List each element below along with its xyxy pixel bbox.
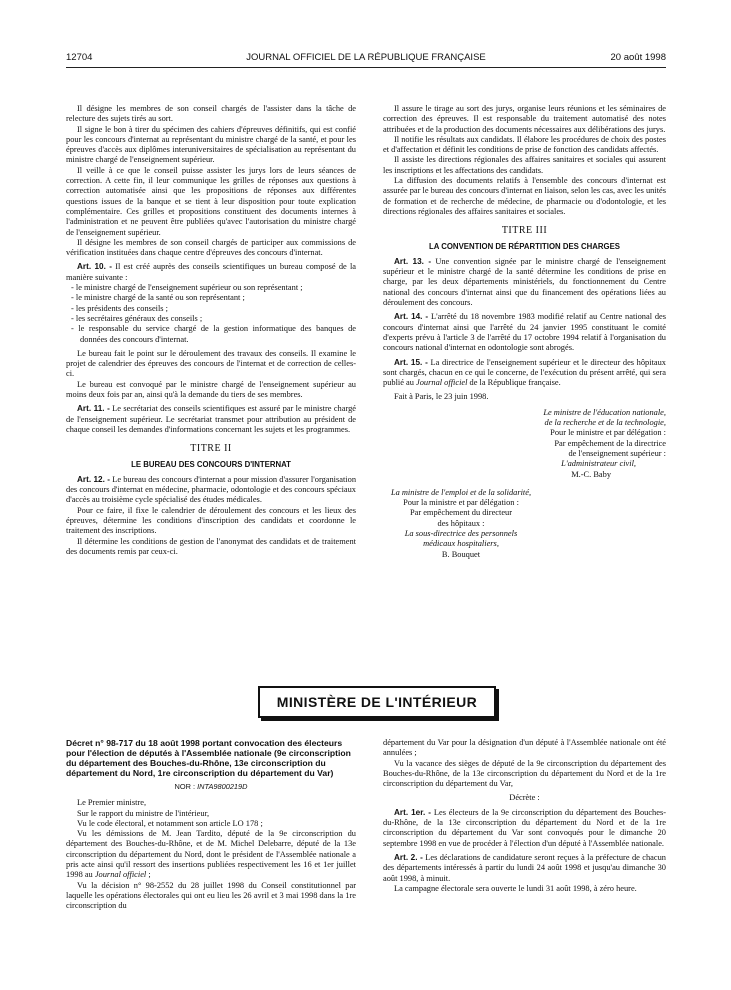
article-text: La directrice de l'enseignement supérieur et le directeur des hôpitaux sont chargés, chacun en ce qui le concerne, de l'exécution du présent arrêté, qui sera publié au	[383, 357, 666, 388]
article-label: Art. 14. -	[394, 312, 429, 322]
ministry-banner: MINISTÈRE DE L'INTÉRIEUR	[258, 686, 496, 718]
nor-reference	[66, 782, 356, 792]
article-label: Art. 12. -	[77, 474, 110, 484]
article-label: Art. 10. -	[77, 262, 112, 272]
paragraph: Le bureau fait le point sur le déroulement des travaux des conseils. Il examine le projet de calendrier des épreuves des concours de l'internat et de correction de celles-ci.	[66, 348, 356, 379]
signature-line: La ministre de l'emploi et de la solidarité,	[390, 487, 532, 497]
paragraph: Il assure le tirage au sort des jurys, organise leurs réunions et les séminaires de correction des épreuves. Il est responsable du traitement automatisé des notes attribuées et de la production des documents nécessaires aux délibérations des jurys.	[383, 104, 666, 134]
decrete-heading: Décrète :	[509, 793, 540, 803]
article-label: Art. 1er. -	[394, 807, 432, 817]
signature-line: Par empêchement de la directrice	[554, 438, 666, 448]
signatory-name: M.-C. Baby	[571, 469, 611, 479]
column-left-top	[66, 104, 356, 557]
paragraph: Pour ce faire, il fixe le calendrier de déroulement des concours et les lieux des épreuves, détermine les conditions d'inscription des candidats et coordonne le traitement des inscriptions.	[66, 505, 356, 536]
paragraph: Le Premier ministre,	[77, 798, 147, 808]
article-text: Le secrétariat des conseils scientifiques est assuré par le ministre chargé de l'enseignement supérieur. Le secrétariat transmet pour attribution au président de chaque conseil les demandes d'informations concernant les sujets et les programmes.	[66, 404, 356, 434]
article-text: Les électeurs de la 9e circonscription du département des Bouches-du-Rhône, de la 13e circonscription du département du Nord et de la 1re circonscription du département du Var sont convoqués pour le dimanche 20 septembre 1998 en vue de procéder à l'élection d'un député à l'Assemblée nationale.	[383, 807, 667, 848]
article-13	[383, 257, 666, 308]
issue-date: 20 août 1998	[610, 52, 666, 63]
paragraph: Il détermine les conditions de gestion de l'anonymat des candidats et de traitement des documents remis par ceux-ci.	[66, 536, 356, 556]
paragraph: Il désigne les membres de son conseil chargés de l'assister dans la tâche de relecture des sujets tirés au sort.	[66, 104, 356, 124]
article-label: Art. 2. -	[394, 852, 423, 862]
signature-line: de l'enseignement supérieur :	[568, 448, 666, 458]
paragraph: La diffusion des documents relatifs à l'ensemble des concours d'internat est assurée par le bureau des concours d'internat en liaison, selon les cas, avec les unités de formation et de recherche de médecine, de pharmacie ou d'odontologie, et les directions régionales des affaires sanitaires et sociales.	[383, 176, 666, 216]
paragraph: département du Var pour la désignation d'un député à l'Assemblée nationale ont été annulées ;	[383, 738, 666, 758]
article-text: Une convention signée par le ministre chargé de l'enseignement supérieur et le ministre chargé de la santé détermine les conditions de prise en charge, par les deux départements ministériels, du fonctionnement du Centre national des concours d'internat ainsi que du financement des opérations liées au déroulement des concours.	[383, 256, 667, 308]
article-text: L'arrêté du 18 novembre 1983 modifié relatif au Centre national des concours d'internat ainsi que l'arrêté du 24 janvier 1995 constituant le comité d'experts prévu à l'article 3 de l'arrêté du 17 octobre 1994 relatif à l'organisation du concours national d'internat en odontologie sont abrogés.	[383, 312, 666, 353]
signature-line: Pour le ministre et par délégation :	[550, 428, 666, 438]
paragraph: Il désigne les membres de son conseil chargés de participer aux commissions de vérification instituées dans chaque centre d'épreuves des concours d'internat.	[66, 237, 356, 258]
article-1	[383, 808, 666, 849]
signature-block-2	[371, 488, 551, 560]
article-text: Les déclarations de candidature seront reçues à la préfecture de chacun des départements intéressés à partir du lundi 24 août 1998 et jusqu'au dimanche 30 août 1998, à minuit.	[383, 852, 666, 883]
paragraph: Il assiste les directions régionales des affaires sanitaires et sociales qui assurent les inscriptions et les affectations des candidats.	[383, 155, 666, 175]
paragraph: Il veille à ce que le conseil puisse assister les jurys lors de leurs séances de correction. A cette fin, il leur communique les grilles de réponses aux questions à correction automatisée ainsi que les propositions de réponses aux différentes questions issues de la banque et se tient à leur disposition pour toute explication complémentaire. Ces grilles et propositions constituent des documents internes à l'administration et ne peuvent être publiées qu'avec l'autorisation du ministre chargé de l'enseignement supérieur.	[66, 165, 356, 237]
article-11	[66, 404, 356, 435]
list-item: - le ministre chargé de l'enseignement supérieur ou son représentant ;	[71, 283, 303, 293]
titre-2-heading: TITRE II	[190, 443, 232, 455]
header-rule	[66, 67, 666, 68]
signature-line: de la recherche et de la technologie,	[544, 418, 666, 428]
nor-code: INTA9800219D	[197, 782, 248, 791]
journal-name: Journal officiel	[416, 378, 468, 388]
paragraph: Vu la décision n° 98-2552 du 28 juillet 1998 du Conseil constitutionnel par laquelle les opérations électorales qui ont eu lieu les 26 avril et 3 mai 1998 dans la 1re circonscription du	[66, 880, 356, 911]
page-header	[66, 52, 666, 66]
paragraph	[66, 829, 356, 880]
decree-column-right	[383, 738, 666, 894]
article-15	[383, 358, 666, 389]
article-label: Art. 13. -	[394, 256, 432, 266]
paragraph-text: Vu les démissions de M. Jean Tardito, député de la 9e circonscription du département des Bouches-du-Rhône, et de M. Michel Delebarre, député de la 13e circonscription du département du Nord, dont le président de l'Assemblée nationale a pris acte ainsi qu'il ressort des insertions publiées respectivement les 16 et 1er juillet 1998 au	[66, 829, 356, 880]
article-text: Le bureau des concours d'internat a pour mission d'assurer l'organisation des concours d'internat en médecine, pharmacie, odontologie et des concours spéciaux d'accès au troisième cycle spécialisé des études médicales.	[66, 474, 357, 505]
article-text: de la République française.	[467, 378, 561, 388]
decree-column-left	[66, 738, 356, 912]
paragraph: Vu la vacance des sièges de député de la 9e circonscription du département des Bouches-du-Rhône, de la 13e circonscription du département du Nord et de la 1re circonscription du département du Var,	[383, 758, 666, 789]
list-item: - les présidents des conseils ;	[71, 303, 168, 313]
column-right-top	[383, 104, 666, 560]
signatory-name: B. Bouquet	[441, 549, 481, 559]
titre-3-subtitle: LA CONVENTION DE RÉPARTITION DES CHARGES	[428, 241, 621, 251]
signature-line: L'administrateur civil,	[561, 459, 636, 469]
nor-label: NOR :	[174, 782, 198, 791]
article-12	[66, 475, 356, 506]
signature-line: des hôpitaux :	[437, 518, 485, 528]
paragraph: Le bureau est convoqué par le ministre chargé de l'enseignement supérieur au moins deux fois par an, ainsi qu'à la demande du tiers de ses membres.	[66, 379, 356, 400]
signature-line: La sous-directrice des personnels	[404, 528, 518, 538]
titre-3-heading: TITRE III	[501, 225, 548, 237]
date-line: Fait à Paris, le 23 juin 1998.	[394, 392, 489, 402]
article-2	[383, 853, 666, 884]
article-14	[383, 312, 666, 353]
signature-line: Par empêchement du directeur	[409, 508, 513, 518]
paragraph: La campagne électorale sera ouverte le lundi 31 août 1998, à zéro heure.	[394, 883, 637, 893]
paragraph: Il signe le bon à tirer du spécimen des cahiers d'épreuves définitifs, qui est confié pour les concours d'internat au représentant du ministre chargé de la santé, et pour les épreuves d'accès aux diplômes interuniversitaires de spécialisation au représentant du ministre chargé de l'enseignement supérieur.	[66, 124, 356, 165]
list-item: - les secrétaires généraux des conseils ;	[71, 313, 203, 323]
list-item: - le responsable du service chargé de la gestion informatique des banques de données des concours d'internat.	[71, 324, 356, 344]
article-10	[66, 262, 356, 283]
article-text: Il est créé auprès des conseils scientifiques un bureau composé de la manière suivante :	[66, 262, 356, 282]
signature-line: Le ministre de l'éducation nationale,	[543, 407, 666, 417]
article-label: Art. 11. -	[77, 404, 110, 414]
journal-name: Journal officiel	[94, 870, 147, 880]
page-number: 12704	[66, 52, 93, 63]
article-label: Art. 15. -	[394, 357, 428, 367]
decree-title: Décret n° 98-717 du 18 août 1998 portant convocation des électeurs pour l'élection de députés à l'Assemblée nationale (9e circonscription du département des Bouches-du-Rhône, 13e circonscription du département du Nord, 1re circonscription du département du Var)	[66, 738, 351, 778]
paragraph: Sur le rapport du ministre de l'intérieur,	[77, 808, 210, 818]
bureau-members-list	[66, 283, 356, 345]
paragraph: Il notifie les résultats aux candidats. Il élabore les procédures de choix des postes et d'affectation et définit les conditions de prise de fonction des candidats affectés.	[383, 134, 666, 155]
list-item: - le ministre chargé de la santé ou son représentant ;	[71, 293, 245, 303]
signature-line: médicaux hospitaliers,	[423, 539, 499, 549]
titre-2-subtitle: LE BUREAU DES CONCOURS D'INTERNAT	[131, 459, 291, 469]
paragraph-text: ;	[146, 870, 151, 880]
journal-title: JOURNAL OFFICIEL DE LA RÉPUBLIQUE FRANÇAISE	[246, 52, 486, 63]
signature-line: Pour la ministre et par délégation :	[403, 498, 519, 508]
signature-block-1	[383, 408, 666, 480]
paragraph: Vu le code électoral, et notamment son article LO 178 ;	[77, 818, 263, 828]
